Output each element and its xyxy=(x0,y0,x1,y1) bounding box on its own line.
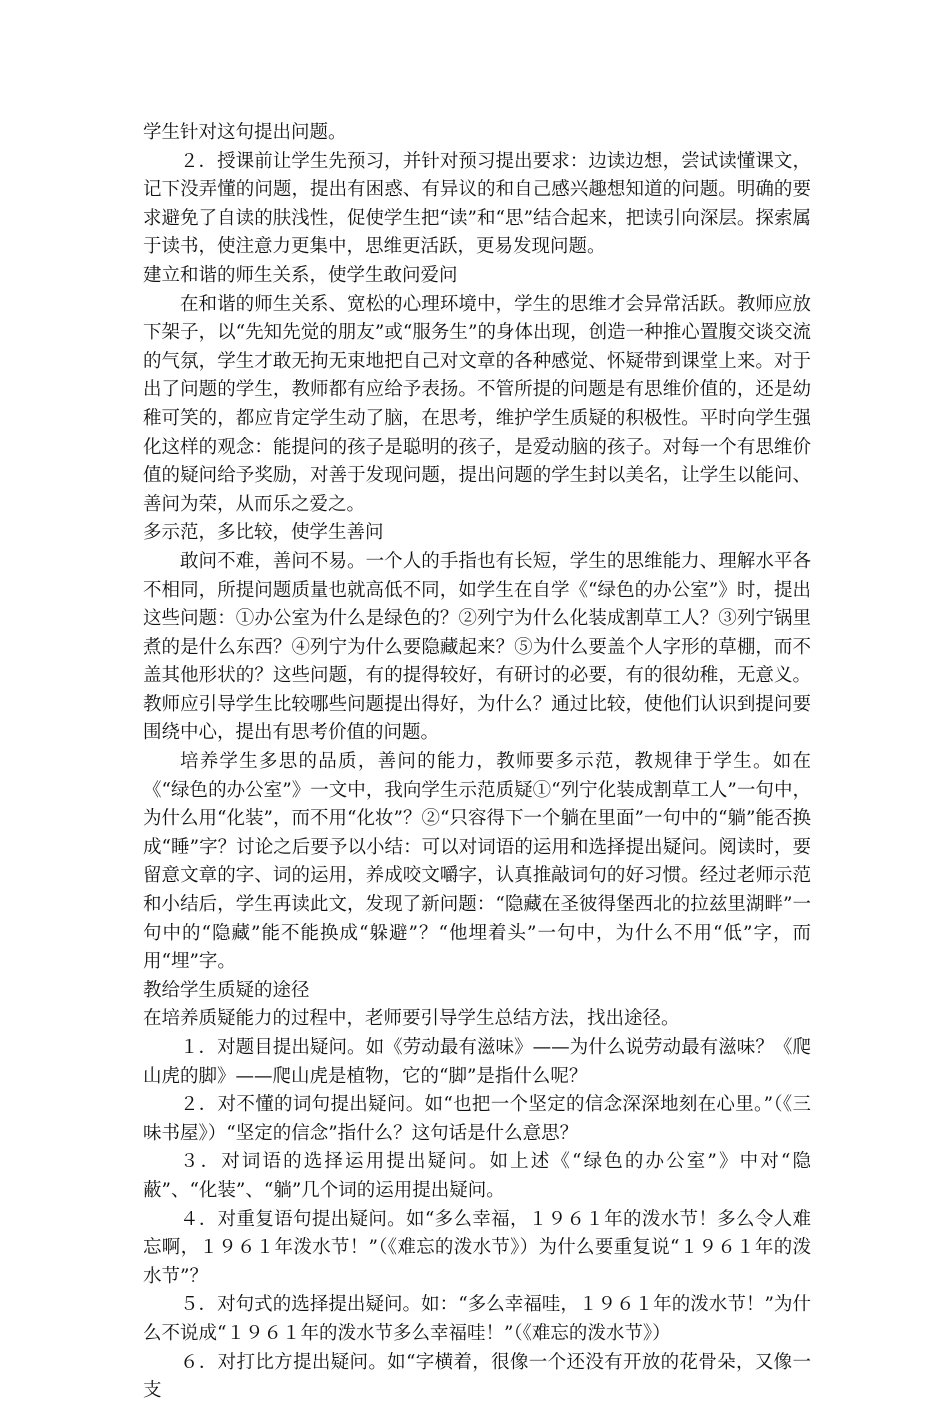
paragraph: 学生针对这句提出问题。 xyxy=(143,122,347,143)
list-item: １．对题目提出疑问。如《劳动最有滋味》——为什么说劳动最有滋味？《爬山虎的脚》——爬山虎是植物，它的“脚”是指什么呢？ xyxy=(143,1037,811,1087)
section-heading: 建立和谐的师生关系，使学生敢问爱问 xyxy=(143,264,458,286)
paragraph: 在培养质疑能力的过程中，老师要引导学生总结方法，找出途径。 xyxy=(143,1008,680,1030)
list-item: ２．对不懂的词句提出疑问。如“也把一个坚定的信念深深地刻在心里。”（《三味书屋》）“坚定的信念”指什么？这句话是什么意思？ xyxy=(143,1094,811,1144)
paragraph: 敢问不难，善问不易。一个人的手指也有长短，学生的思维能力、理解水平各不相同，所提问题质量也就高低不同，如学生在自学《“绿色的办公室”》时，提出这些问题：①办公室为什么是绿色的？②列宁为什么化装成割草工人？③列宁锅里煮的是什么东西？④列宁为什么要隐藏起来？⑤为什么要盖个人字形的草棚，而不盖其他形状的？这些问题，有的提得较好，有研讨的必要，有的很幼稚，无意义。教师应引导学生比较哪些问题提出得好，为什么？通过比较，使他们认识到提问要围绕中心，提出有思考价值的问题。 xyxy=(143,550,811,744)
section-heading: 多示范，多比较，使学生善问 xyxy=(143,522,384,544)
list-item: ５．对句式的选择提出疑问。如：“多么幸福哇，１９６１年的泼水节！”为什么不说成“１９６１年的泼水节多么幸福哇！”（《难忘的泼水节》） xyxy=(143,1294,811,1344)
section-heading: 教给学生质疑的途径 xyxy=(143,979,310,1001)
paragraph: ２．授课前让学生先预习，并针对预习提出要求：边读边想，尝试读懂课文，记下没弄懂的问题，提出有困惑、有异议的和自己感兴趣想知道的问题。明确的要求避免了自读的肤浅性，促使学生把“读”和“思”结合起来，把读引向深层。探索属于读书，使注意力更集中，思维更活跃，更易发现问题。 xyxy=(143,150,811,258)
list-item: ６．对打比方提出疑问。如“字横着，很像一个还没有开放的花骨朵，又像一支 xyxy=(143,1351,811,1402)
paragraph: 在和谐的师生关系、宽松的心理环境中，学生的思维才会异常活跃。教师应放下架子，以“先知先觉的朋友”或“服务生”的身体出现，创造一种推心置腹交谈交流的气氛，学生才敢无拘无束地把自己对文章的各种感觉、怀疑带到课堂上来。对于出了问题的学生，教师都有应给予表扬。不管所提的问题是有思维价值的，还是幼稚可笑的，都应肯定学生动了脑，在思考，维护学生质疑的积极性。平时向学生强化这样的观念：能提问的孩子是聪明的孩子，是爱动脑的孩子。对每一个有思维价值的疑问给予奖励，对善于发现问题，提出问题的学生封以美名，让学生以能问、善问为荣，从而乐之爱之。 xyxy=(143,293,811,515)
list-item: ４．对重复语句提出疑问。如“多么幸福，１９６１年的泼水节！多么令人难忘啊，１９６１年泼水节！”（《难忘的泼水节》）为什么要重复说“１９６１年的泼水节”？ xyxy=(143,1208,811,1287)
paragraph: 培养学生多思的品质，善问的能力，教师要多示范，教规律于学生。如在《“绿色的办公室”》一文中，我向学生示范质疑①“列宁化装成割草工人”一句中，为什么用“化装”，而不用“化妆”？②“只容得下一个躺在里面”一句中的“躺”能否换成“睡”字？讨论之后要予以小结：可以对词语的运用和选择提出疑问。阅读时，要留意文章的字、词的运用，养成咬文嚼字，认真推敲词句的好习惯。经过老师示范和小结后，学生再读此文，发现了新问题：“隐藏在圣彼得堡西北的拉兹里湖畔”一句中的“隐藏”能不能换成“躲避”？“他埋着头”一句中，为什么不用“低”字，而用“埋”字。 xyxy=(143,751,811,973)
document-body xyxy=(143,119,811,1406)
list-item: ３．对词语的选择运用提出疑问。如上述《“绿色的办公室”》中对“隐蔽”、“化装”、“躺”几个词的运用提出疑问。 xyxy=(143,1151,811,1201)
